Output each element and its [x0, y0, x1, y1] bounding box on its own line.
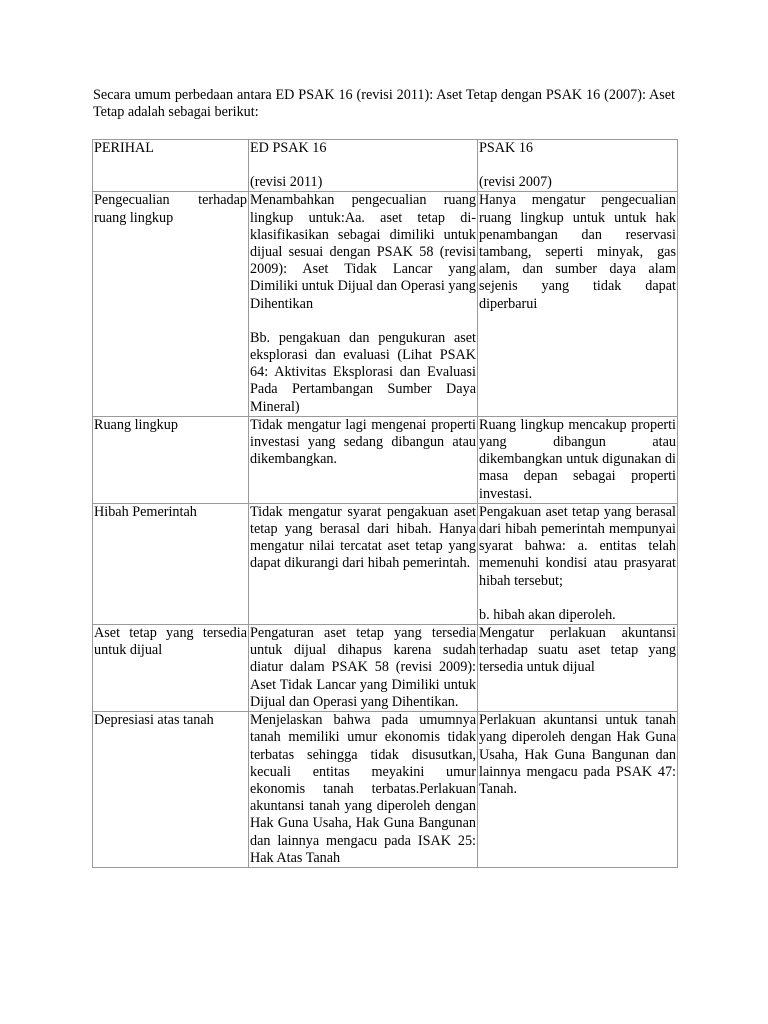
ed-psak-text: Pengaturan aset tetap yang tersedia untuk dijual dihapus karena sudah diatur dalam PSAK 58 (revisi 2009): Aset Tidak Lancar yang Dimiliki untuk Dijual dan Operasi yang Dihentikan.: [250, 625, 476, 710]
psak-cell: [478, 712, 678, 868]
perihal-text: Ruang lingkup: [94, 416, 178, 433]
perihal-text: Hibah Pemerintah: [94, 503, 197, 520]
ed-psak-text: Tidak mengatur syarat pengakuan aset tetap yang berasal dari hibah. Hanya mengatur nilai tercatat aset tetap yang dapat dikurangi dari hibah pemerintah.: [250, 503, 476, 572]
perihal-text: Depresiasi atas tanah: [94, 712, 214, 729]
perihal-cell: [93, 416, 249, 503]
psak-text: Perlakuan akuntansi untuk tanah yang diperoleh dengan Hak Guna Usaha, Hak Guna Bangunan dan lainnya mengacu pada PSAK 47: Tanah.: [479, 712, 676, 797]
ed-psak-cell: [249, 625, 478, 712]
psak-cell: [478, 416, 678, 503]
psak-cell: [478, 192, 678, 416]
table-header-row: [93, 140, 678, 192]
table-row: [93, 625, 678, 712]
psak-text: b. hibah akan diperoleh.: [479, 606, 616, 623]
header-ed-psak-title: ED PSAK 16: [250, 140, 327, 156]
ed-psak-text: Menjelaskan bahwa pada umumnya tanah memiliki umur ekonomis tidak terbatas sehingga tidak disusutkan, kecuali entitas meyakini umur ekonomis tanah terbatas.Perlakuan akuntansi tanah yang diperoleh dengan Hak Guna Usaha, Hak Guna Bangunan dan lainnya mengacu pada ISAK 25: Hak Atas Tanah: [250, 712, 476, 866]
comparison-table: [92, 139, 678, 868]
perihal-text: Aset tetap yang tersedia untuk dijual: [94, 625, 247, 659]
ed-psak-cell: [249, 416, 478, 503]
header-ed-psak: [249, 140, 478, 192]
table-row: [93, 192, 678, 416]
perihal-cell: [93, 625, 249, 712]
header-psak: [478, 140, 678, 192]
header-psak-subtitle: (revisi 2007): [479, 174, 552, 191]
psak-text: Ruang lingkup mencakup properti yang dibangun atau dikembangkan untuk digunakan di masa depan sebagai properti investasi.: [479, 416, 676, 502]
ed-psak-cell: [249, 192, 478, 416]
table-row: [93, 416, 678, 503]
header-perihal-label: PERIHAL: [94, 140, 154, 156]
header-ed-psak-subtitle: (revisi 2011): [250, 174, 323, 191]
psak-text: Hanya mengatur pengecualian ruang lingkup untuk untuk hak penambangan dan reservasi tambang, seperti minyak, gas alam, dan sumber daya alam sejenis yang tidak dapat diperbarui: [479, 192, 676, 312]
ed-psak-cell: [249, 712, 478, 868]
table-row: [93, 503, 678, 624]
psak-cell: [478, 503, 678, 624]
psak-cell: [478, 625, 678, 712]
table-row: [93, 712, 678, 868]
psak-text: Pengakuan aset tetap yang berasal dari hibah pemerintah mempunyai syarat bahwa: a. entitas telah memenuhi kondisi atau prasyarat hibah tersebut;: [479, 503, 676, 589]
perihal-text: Pengecualian terhadap ruang lingkup: [94, 192, 247, 226]
ed-psak-text: Bb. pengakuan dan pengukuran aset eksplorasi dan evaluasi (Lihat PSAK 64: Aktivitas Eksplorasi dan Evaluasi Pada Pertambangan Sumber Daya Mineral): [250, 329, 476, 415]
perihal-cell: [93, 712, 249, 868]
header-perihal: [93, 140, 249, 192]
psak-text: Mengatur perlakuan akuntansi terhadap suatu aset tetap yang tersedia untuk dijual: [479, 625, 676, 676]
perihal-cell: [93, 503, 249, 624]
ed-psak-text: Tidak mengatur lagi mengenai properti investasi yang sedang dibangun atau dikembangkan.: [250, 416, 476, 468]
ed-psak-text: Menambahkan pengecualian ruang lingkup untuk:Aa. aset tetap di-klasifikasikan sebagai dimiliki untuk dijual sesuai dengan PSAK 58 (revisi 2009): Aset Tidak Lancar yang Dimiliki untuk Dijual dan Operasi yang Dihentikan: [250, 192, 476, 312]
header-psak-title: PSAK 16: [479, 140, 534, 156]
intro-paragraph: Secara umum perbedaan antara ED PSAK 16 (revisi 2011): Aset Tetap dengan PSAK 16 (2007): Aset Tetap adalah sebagai berikut:: [93, 87, 675, 120]
ed-psak-cell: [249, 503, 478, 624]
perihal-cell: [93, 192, 249, 416]
